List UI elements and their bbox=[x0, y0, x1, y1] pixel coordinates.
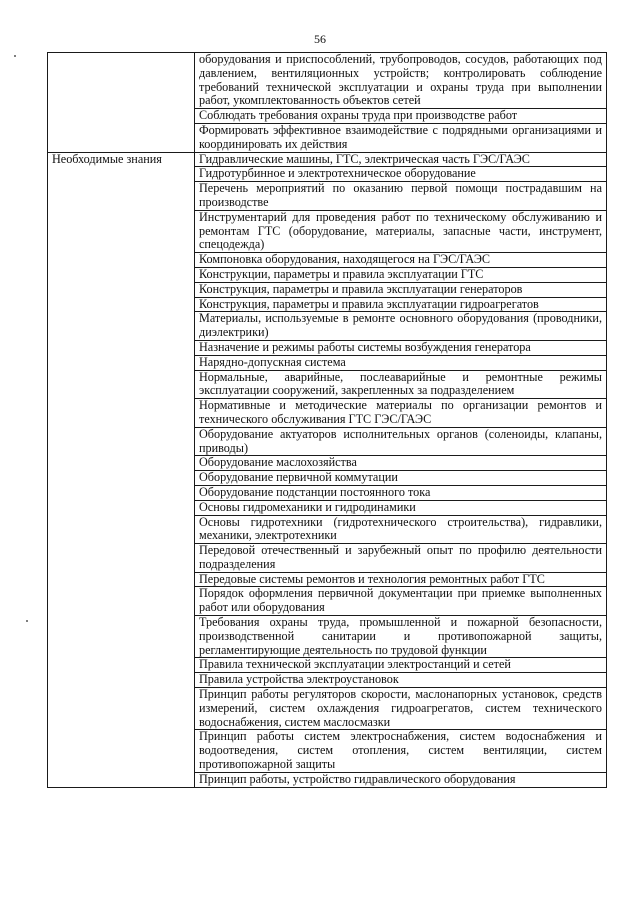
requirement-cell: Основы гидромеханики и гидродинамики bbox=[195, 500, 607, 515]
requirement-cell: Компоновка оборудования, находящегося на ГЭС/ГАЭС bbox=[195, 253, 607, 268]
requirements-table bbox=[47, 52, 607, 788]
requirement-cell: Конструкции, параметры и правила эксплуатации ГТС bbox=[195, 267, 607, 282]
requirement-cell: Нормальные, аварийные, послеаварийные и ремонтные режимы эксплуатации сооружений, закрепленных за подразделением bbox=[195, 370, 607, 399]
requirement-cell: Основы гидротехники (гидротехнического строительства), гидравлики, механики, электротехники bbox=[195, 515, 607, 544]
requirement-cell: Оборудование маслохозяйства bbox=[195, 456, 607, 471]
requirement-cell: Оборудование подстанции постоянного тока bbox=[195, 485, 607, 500]
requirement-cell: Принцип работы регуляторов скорости, маслонапорных установок, средств измерений, систем охлаждения гидроагрегатов, систем технического водоснабжения, систем маслосмазки bbox=[195, 688, 607, 730]
requirement-cell: оборудования и приспособлений, трубопроводов, сосудов, работающих под давлением, вентиляционных устройств; контролировать соблюдение требований технической эксплуатации и охраны труда при выполнении работ, укомплектованность объектов сетей bbox=[195, 53, 607, 109]
table-row bbox=[48, 152, 607, 167]
requirement-cell: Порядок оформления первичной документации при приемке выполненных работ или оборудования bbox=[195, 587, 607, 616]
requirement-cell: Правила устройства электроустановок bbox=[195, 673, 607, 688]
requirement-cell: Инструментарий для проведения работ по техническому обслуживанию и ремонтам ГТС (оборудование, материалы, запасные части, инструмент, спецодежда) bbox=[195, 210, 607, 252]
requirement-cell: Нарядно-допускная система bbox=[195, 355, 607, 370]
requirement-cell: Материалы, используемые в ремонте основного оборудования (проводники, диэлектрики) bbox=[195, 312, 607, 341]
table-row bbox=[48, 53, 607, 109]
requirement-cell: Перечень мероприятий по оказанию первой помощи пострадавшим на производстве bbox=[195, 182, 607, 211]
scan-speck bbox=[26, 620, 28, 622]
requirement-cell: Принцип работы систем электроснабжения, систем водоснабжения и водоотведения, систем отопления, систем вентиляции, систем противопожарной защиты bbox=[195, 730, 607, 772]
requirement-cell: Формировать эффективное взаимодействие с подрядными организациями и координировать их действия bbox=[195, 123, 607, 152]
requirement-cell: Правила технической эксплуатации электростанций и сетей bbox=[195, 658, 607, 673]
table-body bbox=[48, 53, 607, 788]
scan-speck bbox=[14, 55, 16, 57]
requirement-cell: Гидротурбинное и электротехническое оборудование bbox=[195, 167, 607, 182]
requirement-cell: Гидравлические машины, ГТС, электрическая часть ГЭС/ГАЭС bbox=[195, 152, 607, 167]
page-number: 56 bbox=[314, 32, 326, 46]
requirement-cell: Передовые системы ремонтов и технология ремонтных работ ГТС bbox=[195, 572, 607, 587]
requirement-cell: Конструкция, параметры и правила эксплуатации гидроагрегатов bbox=[195, 297, 607, 312]
requirement-cell: Назначение и режимы работы системы возбуждения генератора bbox=[195, 340, 607, 355]
requirement-cell: Конструкция, параметры и правила эксплуатации генераторов bbox=[195, 282, 607, 297]
section-label bbox=[48, 53, 195, 153]
requirement-cell: Требования охраны труда, промышленной и пожарной безопасности, производственной санитарии и противопожарной защиты, регламентирующие деятельность по трудовой функции bbox=[195, 616, 607, 658]
requirement-cell: Соблюдать требования охраны труда при производстве работ bbox=[195, 109, 607, 124]
section-label: Необходимые знания bbox=[48, 152, 195, 787]
requirement-cell: Передовой отечественный и зарубежный опыт по профилю деятельности подразделения bbox=[195, 544, 607, 573]
requirement-cell: Оборудование первичной коммутации bbox=[195, 471, 607, 486]
requirement-cell: Оборудование актуаторов исполнительных органов (соленоиды, клапаны, приводы) bbox=[195, 427, 607, 456]
requirement-cell: Принцип работы, устройство гидравлического оборудования bbox=[195, 772, 607, 787]
requirement-cell: Нормативные и методические материалы по организации ремонтов и технического обслуживания ГТС ГЭС/ГАЭС bbox=[195, 399, 607, 428]
